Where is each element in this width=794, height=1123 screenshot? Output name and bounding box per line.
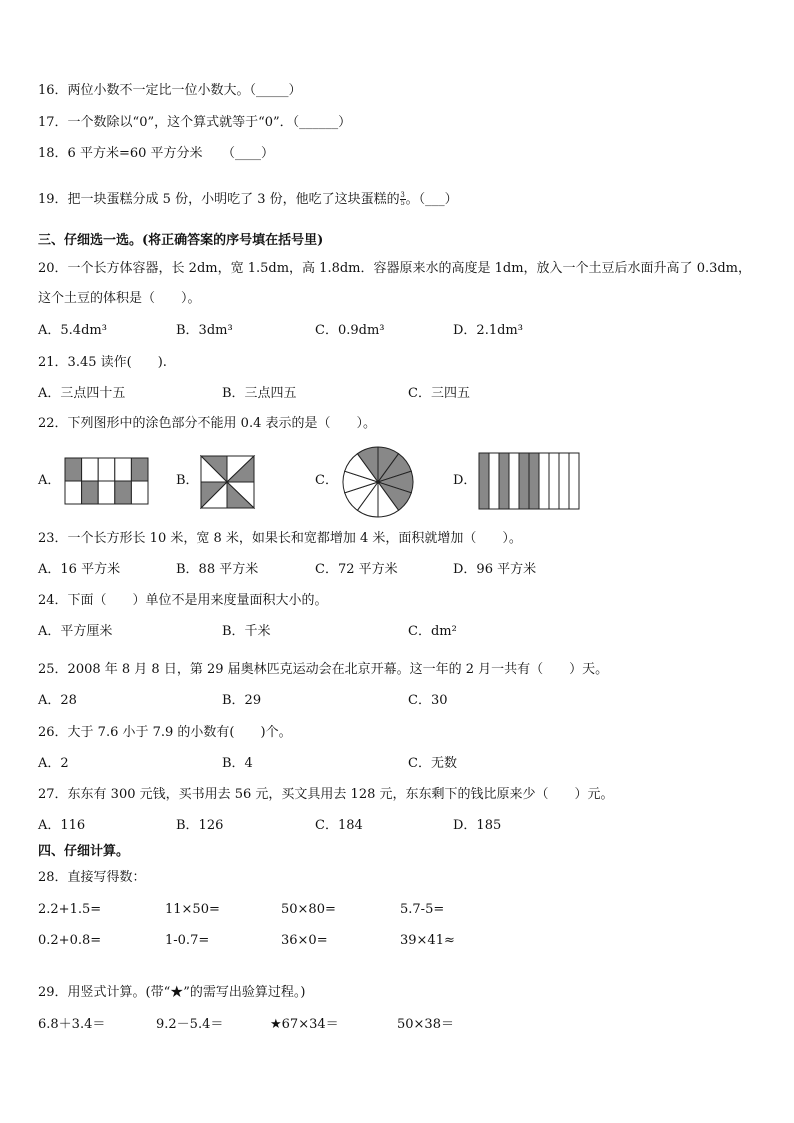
q25-option-b[interactable]: B．29 bbox=[222, 693, 262, 708]
question-20-stem-2: 这个土豆的体积是（ ）。 bbox=[38, 291, 201, 306]
q29-item: 50×38＝ bbox=[397, 1017, 454, 1032]
question-22-stem: 22．下列图形中的涂色部分不能用 0.4 表示的是（ ）。 bbox=[38, 416, 376, 431]
section-3-title: 三、仔细选一选。(将正确答案的序号填在括号里) bbox=[38, 233, 324, 248]
q26-option-a[interactable]: A．2 bbox=[38, 756, 69, 771]
q28-item: 36×0= bbox=[281, 933, 328, 948]
q23-option-a[interactable]: A．16 平方米 bbox=[38, 562, 121, 577]
strip bbox=[559, 453, 569, 509]
q23-option-b[interactable]: B．88 平方米 bbox=[176, 562, 259, 577]
strip bbox=[539, 453, 549, 509]
q22-label-d[interactable]: D． bbox=[453, 473, 477, 488]
q28-item: 2.2+1.5= bbox=[38, 902, 102, 917]
q22-label-c[interactable]: C． bbox=[315, 473, 338, 488]
q28-item: 0.2+0.8= bbox=[38, 933, 102, 948]
question-25-stem: 25．2008 年 8 月 8 日，第 29 届奥林匹克运动会在北京开幕。这一年的 2 月一共有（ ）天。 bbox=[38, 662, 609, 677]
question-21-stem: 21．3.45 读作( ). bbox=[38, 355, 167, 370]
q29-item: 6.8＋3.4＝ bbox=[38, 1017, 106, 1032]
strip-shaded bbox=[519, 453, 529, 509]
question-27-stem: 27．东东有 300 元钱，买书用去 56 元，买文具用去 128 元，东东剩下的钱比原来少（ ）元。 bbox=[38, 787, 614, 802]
q27-option-d[interactable]: D．185 bbox=[453, 818, 502, 833]
q27-option-a[interactable]: A．116 bbox=[38, 818, 86, 833]
strip bbox=[509, 453, 519, 509]
q20-option-c[interactable]: C．0.9dm³ bbox=[315, 323, 385, 338]
q22-label-b[interactable]: B． bbox=[176, 473, 199, 488]
q23-option-c[interactable]: C．72 平方米 bbox=[315, 562, 398, 577]
figure-c-circle bbox=[341, 445, 415, 519]
q29-item: 9.2－5.4＝ bbox=[156, 1017, 224, 1032]
q27-option-c[interactable]: C．184 bbox=[315, 818, 363, 833]
q24-option-a[interactable]: A．平方厘米 bbox=[38, 624, 113, 639]
grid-cell bbox=[65, 481, 82, 504]
strip bbox=[489, 453, 499, 509]
grid-cell bbox=[82, 481, 99, 504]
grid-cell bbox=[131, 481, 148, 504]
fraction-three-fifths: $\frac{3}{5}$ bbox=[400, 191, 405, 207]
q22-label-a[interactable]: A． bbox=[38, 473, 61, 488]
q20-option-b[interactable]: B．3dm³ bbox=[176, 323, 233, 338]
q20-option-d[interactable]: D．2.1dm³ bbox=[453, 323, 523, 338]
question-19 bbox=[38, 192, 458, 208]
grid-cell bbox=[131, 458, 148, 481]
question-18: 18．6 平方米=60 平方分米 （____） bbox=[38, 146, 275, 161]
q24-option-b[interactable]: B．千米 bbox=[222, 624, 271, 639]
question-20-stem-1: 20．一个长方体容器，长 2dm，宽 1.5dm，高 1.8dm．容器原来水的高度是 1dm，放入一个土豆后水面升高了 0.3dm， bbox=[38, 261, 752, 276]
section-4-title: 四、仔细计算。 bbox=[38, 844, 130, 859]
figure-a-grid bbox=[64, 457, 150, 505]
q23-option-d[interactable]: D．96 平方米 bbox=[453, 562, 537, 577]
q27-option-b[interactable]: B．126 bbox=[176, 818, 224, 833]
strip bbox=[549, 453, 559, 509]
figure-d-strips bbox=[478, 452, 580, 510]
q21-option-b[interactable]: B．三点四五 bbox=[222, 386, 297, 401]
question-23-stem: 23．一个长方形长 10 米，宽 8 米，如果长和宽都增加 4 米，面积就增加（ ）。 bbox=[38, 531, 522, 546]
question-19-blank: 。（___） bbox=[405, 192, 458, 207]
q21-option-a[interactable]: A．三点四十五 bbox=[38, 386, 126, 401]
q28-item: 39×41≈ bbox=[400, 933, 455, 948]
strip-shaded bbox=[499, 453, 509, 509]
grid-cell bbox=[115, 481, 132, 504]
q25-option-a[interactable]: A．28 bbox=[38, 693, 77, 708]
question-29-stem: 29．用竖式计算。(带“★”的需写出验算过程。) bbox=[38, 985, 306, 1000]
question-16: 16．两位小数不一定比一位小数大。（_____） bbox=[38, 83, 302, 98]
grid-cell bbox=[82, 458, 99, 481]
strip bbox=[569, 453, 579, 509]
strip-shaded bbox=[479, 453, 489, 509]
q28-item: 11×50= bbox=[165, 902, 220, 917]
q26-option-b[interactable]: B．4 bbox=[222, 756, 253, 771]
question-17: 17．一个数除以“0”，这个算式就等于“0”．（______） bbox=[38, 115, 352, 130]
grid-cell bbox=[115, 458, 132, 481]
q28-item: 5.7-5= bbox=[400, 902, 445, 917]
q29-item: ★67×34＝ bbox=[270, 1017, 339, 1032]
question-24-stem: 24．下面（ ）单位不是用来度量面积大小的。 bbox=[38, 593, 328, 608]
question-19-text: 19．把一块蛋糕分成 5 份，小明吃了 3 份，他吃了这块蛋糕的 bbox=[38, 192, 400, 207]
q28-item: 50×80= bbox=[281, 902, 336, 917]
q24-option-c[interactable]: C．dm² bbox=[408, 624, 457, 639]
q26-option-c[interactable]: C．无数 bbox=[408, 756, 457, 771]
question-28-stem: 28．直接写得数： bbox=[38, 870, 146, 885]
q28-item: 1-0.7= bbox=[165, 933, 210, 948]
strip-shaded bbox=[529, 453, 539, 509]
q20-option-a[interactable]: A．5.4dm³ bbox=[38, 323, 107, 338]
grid-cell bbox=[65, 458, 82, 481]
grid-cell bbox=[98, 458, 115, 481]
grid-cell bbox=[98, 481, 115, 504]
q25-option-c[interactable]: C．30 bbox=[408, 693, 448, 708]
question-26-stem: 26．大于 7.6 小于 7.9 的小数有( )个。 bbox=[38, 725, 292, 740]
figure-b-square bbox=[200, 455, 256, 509]
q21-option-c[interactable]: C．三四五 bbox=[408, 386, 470, 401]
